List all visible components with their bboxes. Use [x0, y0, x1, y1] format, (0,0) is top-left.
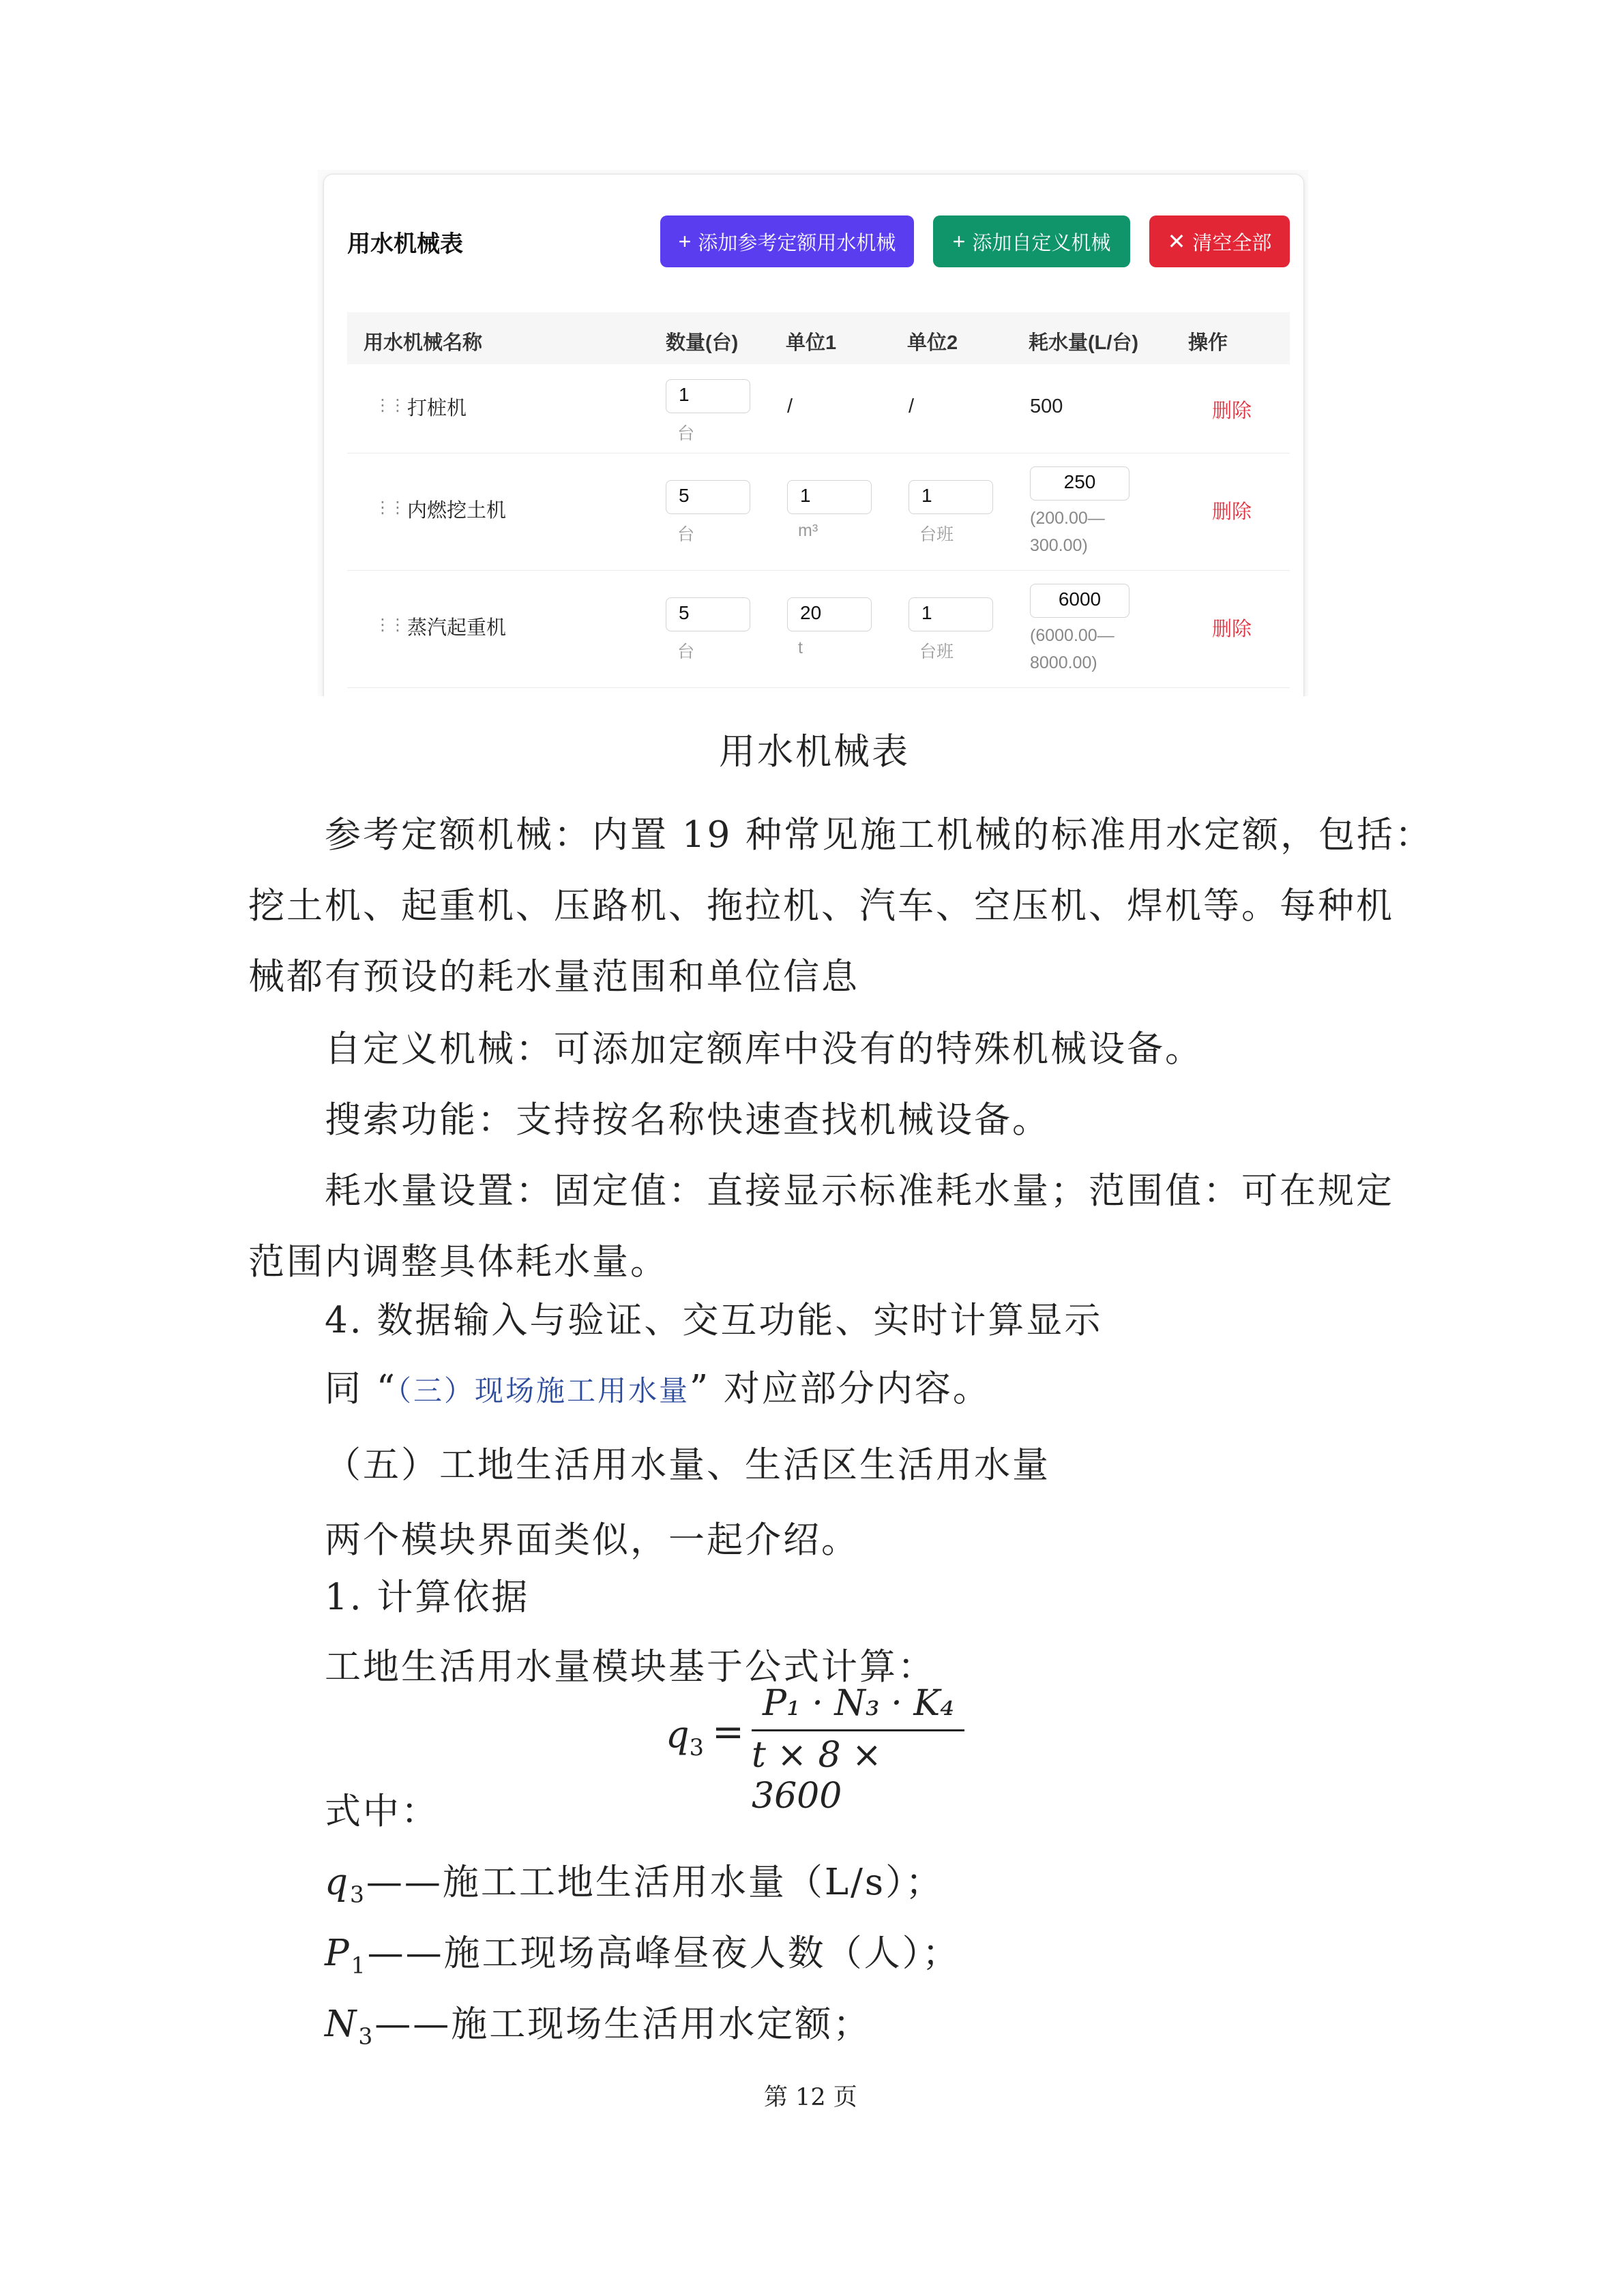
machinery-table-screenshot — [318, 170, 1308, 696]
paragraph-search: 搜索功能：支持按名称快速查找机械设备。 — [325, 1099, 1050, 1141]
qty-unit: 台 — [677, 642, 695, 661]
page-number: 第 12 页 — [764, 2084, 857, 2111]
card-title: 用水机械表 — [347, 231, 463, 257]
qty-input[interactable]: 5 — [666, 597, 750, 631]
paragraph-water-setting-line1: 耗水量设置：固定值：直接显示标准耗水量；范围值：可在规定 — [325, 1170, 1394, 1212]
delete-link[interactable]: 删除 — [1212, 400, 1252, 422]
symbol-q3: $q_3$ — [325, 1862, 366, 1908]
unit2-unit: 台班 — [919, 642, 954, 661]
plus-icon: + — [952, 229, 966, 254]
paragraph-where: 式中： — [325, 1791, 439, 1832]
drag-handle-icon[interactable]: ⋮⋮ — [374, 396, 404, 415]
table-row — [347, 570, 1290, 688]
clear-all-label: 清空全部 — [1192, 232, 1272, 254]
table-header — [347, 312, 1290, 364]
definition-p1-text: ——施工现场高峰昼夜人数（人）； — [367, 1933, 961, 1974]
paragraph-basis-heading: 1. 计算依据 — [325, 1577, 530, 1618]
formula — [662, 1683, 975, 1817]
unit2-input[interactable]: 1 — [909, 597, 993, 631]
figure-caption: 用水机械表 — [719, 731, 910, 773]
qty-input[interactable]: 1 — [666, 379, 750, 413]
paragraph-same-as — [325, 1360, 991, 1412]
paragraph-water-setting-line2: 范围内调整具体耗水量。 — [248, 1241, 668, 1283]
symbol-n3: $N_3$ — [325, 2003, 375, 2050]
paragraph-intro: 两个模块界面类似，一起介绍。 — [325, 1519, 859, 1561]
machinery-card — [323, 174, 1304, 696]
column-header-qty: 数量(台) — [666, 332, 739, 354]
column-header-action: 操作 — [1188, 332, 1228, 354]
unit1-input[interactable]: 20 — [787, 597, 872, 631]
water-input[interactable]: 6000 — [1030, 584, 1130, 618]
water-range-min: (6000.00— — [1030, 626, 1114, 645]
symbol-p1: $P_1$ — [325, 1933, 368, 1979]
machine-name: 打桩机 — [407, 398, 467, 419]
water-range-min: (200.00— — [1030, 509, 1105, 528]
same-as-suffix: ” 对应部分内容。 — [689, 1368, 991, 1410]
water-range-max: 8000.00) — [1030, 653, 1097, 672]
column-header-unit2: 单位2 — [907, 332, 958, 354]
paragraph-reference-machines-line2: 挖土机、起重机、压路机、拖拉机、汽车、空压机、焊机等。每种机 — [248, 885, 1394, 927]
column-header-water: 耗水量(L/台) — [1029, 332, 1139, 354]
formula-denominator: t × 8 × 3600 — [752, 1735, 882, 1817]
qty-input[interactable]: 5 — [666, 480, 750, 514]
add-custom-label: 添加自定义机械 — [972, 232, 1111, 254]
section-heading: （五）工地生活用水量、生活区生活用水量 — [325, 1444, 1050, 1486]
formula-lhs: $q_3$ — [666, 1713, 704, 1761]
close-icon: ✕ — [1167, 229, 1186, 254]
paragraph-reference-machines-line3: 械都有预设的耗水量范围和单位信息 — [248, 956, 859, 998]
delete-link[interactable]: 删除 — [1212, 501, 1252, 523]
water-input[interactable]: 250 — [1030, 466, 1130, 501]
drag-handle-icon[interactable]: ⋮⋮ — [374, 616, 404, 634]
fraction-line — [752, 1729, 964, 1731]
water-value: 500 — [1030, 396, 1063, 417]
definition-n3-text: ——施工现场生活用水定额； — [374, 2003, 872, 2045]
unit1-unit: m³ — [798, 521, 818, 540]
add-reference-label: 添加参考定额用水机械 — [698, 232, 896, 254]
machine-name: 蒸汽起重机 — [407, 617, 507, 639]
paragraph-item-4: 4. 数据输入与验证、交互功能、实时计算显示 — [325, 1300, 1103, 1341]
formula-numerator: P₁ · N₃ · K₄ — [763, 1683, 955, 1724]
column-header-name: 用水机械名称 — [364, 332, 483, 354]
delete-link[interactable]: 删除 — [1212, 618, 1252, 640]
definition-n3 — [325, 1995, 871, 2050]
paragraph-reference-machines-line1: 参考定额机械：内置 19 种常见施工机械的标准用水定额，包括： — [325, 814, 1434, 856]
paragraph-custom-machines: 自定义机械：可添加定额库中没有的特殊机械设备。 — [325, 1028, 1203, 1070]
qty-unit: 台 — [677, 525, 695, 544]
equals-sign: = — [712, 1710, 744, 1755]
plus-icon: + — [678, 229, 692, 254]
unit2-value: / — [909, 396, 915, 417]
add-reference-machine-button[interactable] — [660, 215, 914, 267]
table-row — [347, 453, 1290, 571]
water-range-max: 300.00) — [1030, 536, 1088, 555]
definition-p1 — [325, 1924, 960, 1979]
unit2-unit: 台班 — [919, 525, 954, 544]
unit1-input[interactable]: 1 — [787, 480, 872, 514]
qty-unit: 台 — [677, 424, 695, 443]
drag-handle-icon[interactable]: ⋮⋮ — [374, 498, 404, 517]
definition-q3 — [325, 1853, 944, 1908]
machine-name: 内燃挖土机 — [407, 500, 507, 522]
unit1-unit: t — [798, 638, 803, 657]
table-row — [347, 364, 1290, 453]
definition-q3-text: ——施工工地生活用水量（L/s）； — [366, 1862, 944, 1903]
add-custom-machine-button[interactable] — [933, 215, 1130, 267]
unit1-value: / — [787, 396, 793, 417]
clear-all-button[interactable] — [1149, 215, 1290, 267]
column-header-unit1: 单位1 — [786, 332, 837, 354]
section-link[interactable]: （三）现场施工用水量 — [396, 1374, 690, 1407]
unit2-input[interactable]: 1 — [909, 480, 993, 514]
same-as-prefix: 同 “ — [325, 1368, 397, 1410]
paragraph-formula-intro: 工地生活用水量模块基于公式计算： — [325, 1646, 936, 1688]
